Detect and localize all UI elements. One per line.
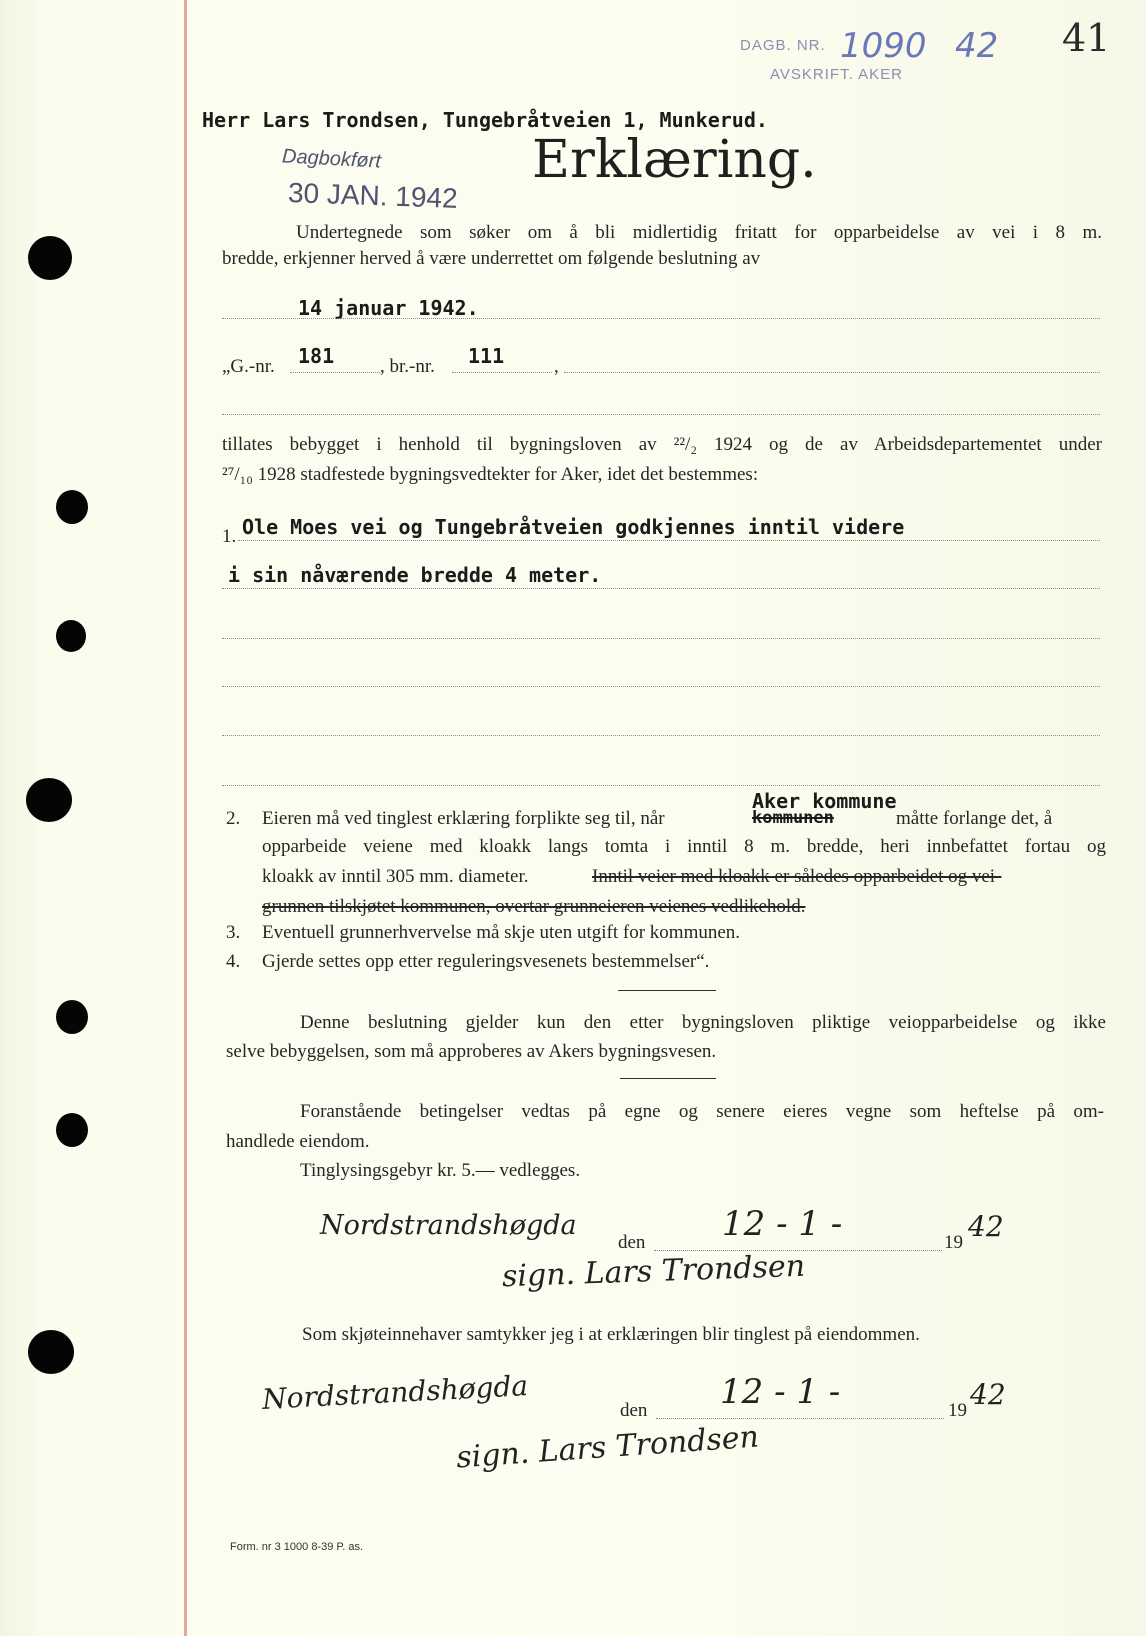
- note-line: selve bebyggelsen, som må approberes av Akers bygningsvesen.: [226, 1041, 717, 1062]
- bnr-label: , br.-nr.: [380, 356, 435, 377]
- clause2-text: opparbeide veiene med kloakk langs tomta i inntil 8 m. bredde, heri innbefattet fortau og: [262, 836, 1106, 857]
- page-number: 41: [1062, 16, 1111, 60]
- conditions-line: Foranstående betingelser vedtas på egne og senere eieres vegne som heftelse på om-: [300, 1101, 1104, 1122]
- intro-line: bredde, erkjenner herved å være underrettet om følgende beslutning av: [222, 248, 761, 269]
- divider: [618, 990, 716, 991]
- clause1-line: Ole Moes vei og Tungebråtveien godkjennes inntil videre: [242, 515, 905, 539]
- note-line: Denne beslutning gjelder kun den etter bygningsloven pliktige veiopparbeidelse og ikke: [300, 1012, 1106, 1033]
- form-number: Form. nr 3 1000 8-39 P. as.: [230, 1541, 364, 1553]
- permit-line: ²⁷/₁₀ 1928 stadfestede bygningsvedtekter for Aker, idet det bestemmes:: [222, 464, 759, 485]
- dotted-line: [290, 372, 380, 373]
- clause2-text: kloakk av inntil 305 mm. diameter.: [262, 866, 529, 887]
- dotted-line: [222, 686, 1100, 687]
- clause-number: 3.: [226, 922, 241, 943]
- signature-name: sign. Lars Trondsen: [455, 1419, 760, 1476]
- dotted-line: [222, 318, 1100, 319]
- dotted-line: [222, 785, 1100, 786]
- fee-note: Tinglysingsgebyr kr. 5.— vedlegges.: [300, 1160, 581, 1181]
- dotted-line: [564, 372, 1100, 373]
- decision-date: 14 januar 1942.: [298, 296, 479, 320]
- dotted-line: [222, 735, 1100, 736]
- conditions-line: handlede eiendom.: [226, 1131, 370, 1152]
- permit-line: tillates bebygget i henhold til bygningsloven av ²²/₂ 1924 og de av Arbeidsdepartementet under: [222, 434, 1102, 455]
- signature-date: 12 - 1 -: [720, 1372, 841, 1412]
- dotted-line: [222, 588, 1100, 589]
- clause2-insert: Aker kommune: [752, 789, 897, 813]
- dotted-line: [222, 414, 1100, 415]
- clause2-struck-text: grunnen tilskjøtet kommunen, overtar grunneieren veienes vedlikehold.: [262, 896, 806, 917]
- punch-hole: [56, 1000, 88, 1034]
- gnr-value: 181: [298, 344, 335, 368]
- divider: [620, 1078, 716, 1079]
- signature-place: Nordstrandshøgda: [320, 1210, 577, 1241]
- property-comma: ,: [554, 356, 559, 377]
- bnr-value: 111: [468, 344, 505, 368]
- dagb-label: DAGB. NR.: [740, 37, 826, 54]
- den-label: den: [620, 1400, 648, 1421]
- page-title: Erklæring.: [532, 130, 817, 190]
- clause2-struck-text: Inntil veier med kloakk er således opparbeidet og vei-: [592, 866, 1002, 887]
- dotted-line: [452, 372, 552, 373]
- punch-hole: [56, 490, 88, 524]
- clause4-text: Gjerde settes opp etter reguleringsvesenets bestemmelser“.: [262, 951, 710, 972]
- avskrift-stamp: AVSKRIFT. AKER: [770, 66, 903, 83]
- addressee: Herr Lars Trondsen, Tungebråtveien 1, Munkerud.: [202, 108, 768, 132]
- margin-line: [184, 0, 187, 1636]
- dotted-line: [238, 540, 1100, 541]
- clause1-line: i sin nåværende bredde 4 meter.: [228, 563, 602, 587]
- year-suffix: 42: [970, 1378, 1006, 1411]
- clause2-text: måtte forlange det, å: [896, 808, 1053, 829]
- signature-place: Nordstrandshøgda: [261, 1369, 529, 1416]
- dagbokfort-date: 30 JAN. 1942: [287, 177, 459, 214]
- year-prefix: 19: [944, 1232, 963, 1253]
- dagb-number: 1090: [840, 26, 927, 66]
- dotted-line: [656, 1418, 944, 1419]
- clause-number: 4.: [226, 951, 241, 972]
- punch-hole: [28, 236, 72, 280]
- consent-text: Som skjøteinnehaver samtykker jeg i at erklæringen blir tinglest på eiendommen.: [302, 1324, 920, 1345]
- dotted-line: [222, 638, 1100, 639]
- clause-number: 2.: [226, 808, 241, 829]
- clause-number: 1.: [222, 526, 237, 547]
- den-label: den: [618, 1232, 646, 1253]
- punch-hole: [28, 1330, 74, 1374]
- punch-hole: [56, 620, 86, 652]
- clause2-struck-word: kommunen: [752, 808, 834, 828]
- punch-hole: [26, 778, 72, 822]
- clause2-text: Eieren må ved tinglest erklæring forplikte seg til, når: [262, 808, 665, 829]
- dagb-year: 42: [955, 26, 999, 66]
- clause3-text: Eventuell grunnerhvervelse må skje uten utgift for kommunen.: [262, 922, 741, 943]
- gnr-label: „G.-nr.: [222, 356, 275, 377]
- intro-line: Undertegnede som søker om å bli midlertidig fritatt for opparbeidelse av vei i 8 m.: [296, 222, 1102, 243]
- year-suffix: 42: [968, 1210, 1004, 1243]
- signature-date: 12 - 1 -: [722, 1204, 843, 1244]
- punch-hole: [56, 1113, 88, 1147]
- signature-name: sign. Lars Trondsen: [501, 1248, 806, 1295]
- dagbokfort-stamp: Dagbokført: [281, 145, 382, 173]
- year-prefix: 19: [948, 1400, 967, 1421]
